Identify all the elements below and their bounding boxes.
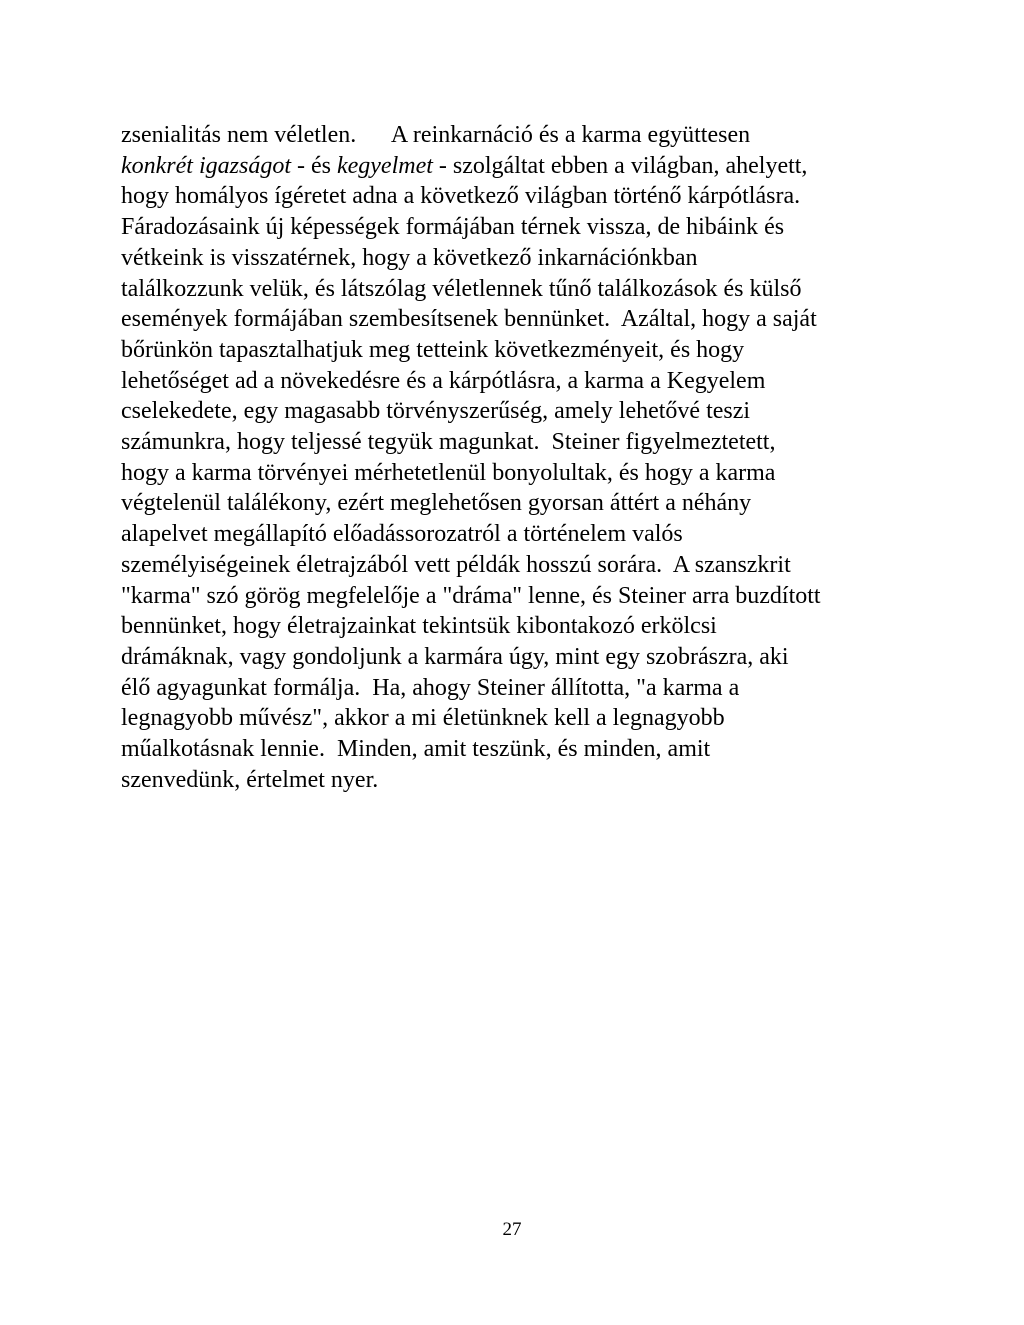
- text-line: [121, 366, 921, 397]
- text-segment: találkozzunk velük, és látszólag véletlennek tűnő találkozások és külső: [121, 275, 802, 302]
- text-line: [121, 396, 921, 427]
- text-line: [121, 642, 921, 673]
- body-text: [121, 120, 921, 795]
- text-line: [121, 734, 921, 765]
- text-line: [121, 120, 921, 151]
- text-line: [121, 488, 921, 519]
- text-segment: legnagyobb művész", akkor a mi életünknek kell a legnagyobb: [121, 705, 725, 732]
- text-segment: személyiségeinek életrajzából vett példák hosszú sorára. A szanszkrit: [121, 551, 791, 578]
- text-segment: műalkotásnak lennie. Minden, amit teszünk, és minden, amit: [121, 736, 711, 763]
- text-line: [121, 673, 921, 704]
- text-line: [121, 703, 921, 734]
- text-segment: drámáknak, vagy gondoljunk a karmára úgy, mint egy szobrászra, aki: [121, 643, 789, 670]
- text-segment: hogy a karma törvényei mérhetetlenül bonyolultak, és hogy a karma: [121, 459, 776, 486]
- text-line: [121, 581, 921, 612]
- text-line: [121, 550, 921, 581]
- italic-text: konkrét igazságot: [121, 152, 291, 179]
- text-segment: alapelvet megállapító előadássorozatról a történelem valós: [121, 521, 683, 548]
- text-line: [121, 243, 921, 274]
- text-segment: végtelenül találékony, ezért meglehetősen gyorsan áttért a néhány: [121, 490, 752, 517]
- text-segment: hogy homályos ígéretet adna a következő világban történő kárpótlásra.: [121, 183, 801, 210]
- text-line: [121, 181, 921, 212]
- text-segment: "karma" szó görög megfelelője a "dráma" lenne, és Steiner arra buzdított: [121, 582, 821, 609]
- text-line: [121, 765, 921, 796]
- text-line: [121, 274, 921, 305]
- text-line: [121, 427, 921, 458]
- text-segment: lehetőséget ad a növekedésre és a kárpótlásra, a karma a Kegyelem: [121, 367, 766, 394]
- page-number: 27: [502, 1219, 522, 1240]
- text-line: [121, 151, 921, 182]
- text-line: [121, 212, 921, 243]
- italic-text: kegyelmet: [336, 152, 433, 179]
- text-line: [121, 335, 921, 366]
- text-line: [121, 304, 921, 335]
- text-segment: élő agyagunkat formálja. Ha, ahogy Steiner állította, "a karma a: [121, 674, 740, 701]
- text-segment: bőrünkön tapasztalhatjuk meg tetteink következményeit, és hogy: [121, 336, 745, 363]
- text-segment: - szolgáltat ebben a világban, ahelyett,: [432, 152, 808, 179]
- text-segment: események formájában szembesítsenek bennünket. Azáltal, hogy a saját: [121, 306, 817, 333]
- text-segment: Fáradozásaink új képességek formájában térnek vissza, de hibáink és: [121, 214, 785, 241]
- text-segment: - és: [290, 152, 337, 179]
- text-line: [121, 519, 921, 550]
- text-segment: cselekedete, egy magasabb törvényszerűség, amely lehetővé teszi: [121, 398, 751, 425]
- text-segment: vétkeink is visszatérnek, hogy a következő inkarnációnkban: [121, 244, 698, 271]
- text-segment: bennünket, hogy életrajzainkat tekintsük kibontakozó erkölcsi: [121, 613, 717, 640]
- text-segment: számunkra, hogy teljessé tegyük magunkat. Steiner figyelmeztetett,: [121, 429, 776, 456]
- text-segment: zsenialitás nem véletlen. A reinkarnáció és a karma együttesen: [121, 122, 751, 148]
- text-line: [121, 458, 921, 489]
- text-line: [121, 611, 921, 642]
- text-segment: szenvedünk, értelmet nyer.: [121, 766, 379, 793]
